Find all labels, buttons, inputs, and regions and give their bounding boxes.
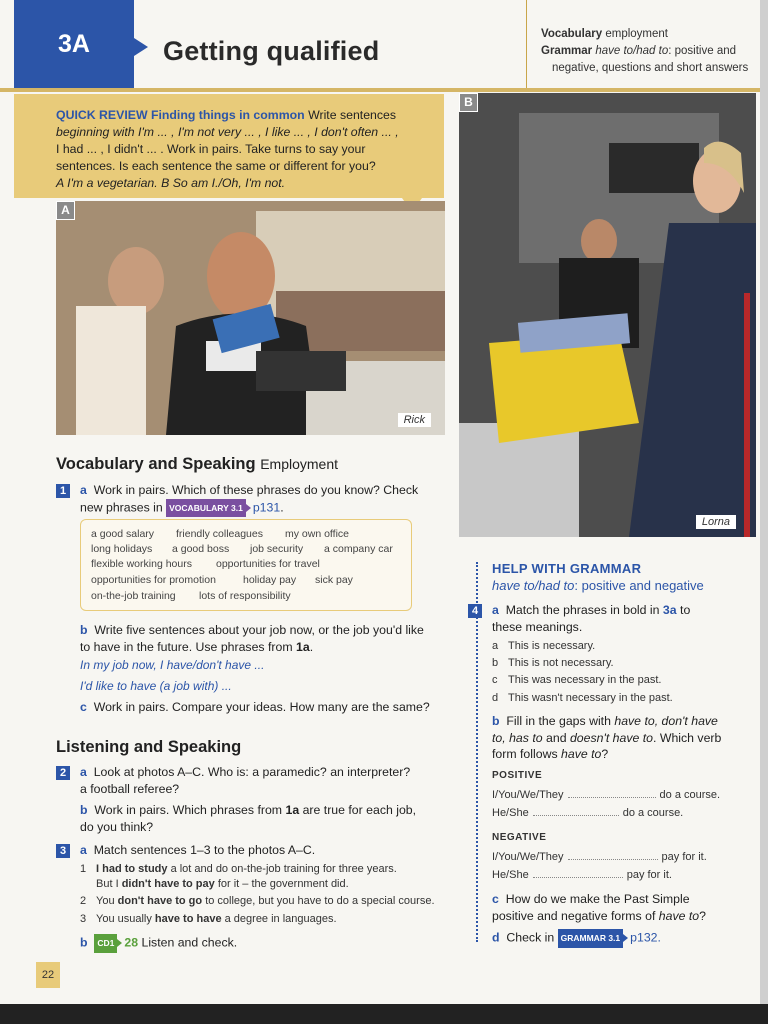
vocabulary-reference-badge[interactable]: VOCABULARY 3.1 [166, 499, 246, 518]
phrase: friendly colleagues [176, 528, 263, 540]
ex4a-text2: these meanings. [492, 619, 583, 634]
ex1b-text2: to have in the future. Use phrases from [80, 639, 293, 654]
sentence-text: a degree in languages. [224, 913, 337, 925]
grammar-sub-italic: have to/had to [492, 578, 575, 593]
phrase: on-the-job training [91, 590, 176, 602]
exercise-1-number: 1 [56, 484, 70, 498]
quick-review-text [56, 107, 436, 192]
sentence-bold: didn't have to pay [121, 878, 215, 890]
sentence-text: for it – the government did. [217, 878, 349, 890]
ex4c-italic: have to [658, 908, 700, 923]
exercise-4b [492, 713, 737, 763]
exercise-4-number: 4 [468, 604, 482, 618]
listening-section-heading: Listening and Speaking [56, 738, 242, 756]
phrase: job security [250, 543, 304, 555]
sentence-text: You usually [96, 913, 152, 925]
ex4b-letter: b [492, 714, 500, 728]
phrase: my own office [285, 528, 349, 540]
gap-line[interactable] [568, 797, 656, 798]
meaning-letter: d [492, 692, 499, 704]
gap-line[interactable] [533, 877, 623, 878]
vocab-heading: Vocabulary and Speaking [56, 455, 256, 473]
header-rule [0, 88, 760, 92]
exercise-4a [492, 602, 732, 635]
gap-line[interactable] [533, 815, 619, 816]
meaning-item [492, 657, 614, 669]
ex1b-text: Write five sentences about your job now, or the job you'd like [94, 623, 424, 637]
ex1a-page-ref[interactable]: p131 [252, 500, 281, 514]
ex1c-letter: c [80, 700, 87, 714]
exercise-3a [80, 842, 450, 859]
phrase: opportunities for travel [216, 558, 320, 570]
phrase: sick pay [315, 574, 353, 586]
phrase: flexible working hours [91, 558, 192, 570]
negative-label: NEGATIVE [492, 832, 547, 843]
vocab-subheading: Employment [260, 456, 338, 472]
positive-row-2 [492, 807, 683, 819]
unit-tab [14, 0, 134, 88]
grammar-reference-badge[interactable]: GRAMMAR 3.1 [558, 929, 624, 948]
sentence-number: 1 [80, 863, 87, 875]
page-edge [760, 0, 768, 1004]
ex4d-text: Check in [506, 930, 555, 945]
sentence-text: You [96, 895, 115, 907]
grammar-dotted-rule [476, 562, 478, 942]
exercise-2b [80, 802, 450, 835]
ex4b-italic: doesn't have to [569, 730, 653, 745]
photo-a-label: A [56, 201, 75, 220]
exercise-3-number: 3 [56, 844, 70, 858]
page-number: 22 [36, 962, 60, 988]
exercise-4d [492, 929, 737, 948]
sentence-1 [80, 862, 450, 892]
ex4b-text: and [546, 730, 567, 745]
ex2b-text: Work in pairs. Which phrases from [94, 803, 283, 817]
grammar-value-rest: : positive and [668, 45, 737, 57]
exercise-2a [80, 764, 450, 797]
negative-row-2 [492, 869, 672, 881]
exercise-1c [80, 699, 450, 716]
ex4a-text-end: to [680, 603, 691, 617]
meaning-text: This was necessary in the past. [508, 674, 662, 686]
phrase: a good salary [91, 528, 155, 540]
ex4b-text: . Which verb [653, 730, 722, 745]
grammar-label: Grammar [541, 45, 593, 57]
photo-b-label: B [459, 93, 478, 112]
meaning-item [492, 674, 661, 686]
ex4c-letter: c [492, 892, 499, 906]
badge-arrow-icon [246, 504, 251, 512]
ex4b-italic: have to [561, 747, 602, 761]
ex4d-letter: d [492, 930, 500, 945]
quick-review-heading: QUICK REVIEW Finding things in common [56, 108, 305, 122]
unit-arrow-icon [134, 38, 148, 56]
sentence-bold: I had to study [96, 863, 168, 875]
meaning-text: This wasn't necessary in the past. [508, 692, 673, 704]
positive-label: POSITIVE [492, 770, 543, 781]
qr-line3: I had ... , I didn't ... . Work in pairs. Take turns to say your [56, 142, 366, 156]
vocab-section-heading [56, 455, 338, 474]
ex1a-text2: new phrases in [80, 500, 163, 514]
meaning-item [492, 692, 673, 704]
header-divider [526, 0, 527, 88]
row-end: pay for it. [661, 851, 707, 863]
row-end: do a course. [659, 789, 721, 801]
phrase: lots of responsibility [199, 590, 291, 602]
ex4a-letter: a [492, 603, 499, 617]
ex4c-text: How do we make the Past Simple [505, 892, 690, 906]
qr-line1: Write sentences [308, 108, 397, 122]
cd-badge[interactable]: CD1 [94, 934, 117, 953]
qr-line5: A I'm a vegetarian. B So am I./Oh, I'm not. [56, 176, 286, 190]
ex2b-ref: 1a [285, 803, 300, 817]
ex3a-text: Match sentences 1–3 to the photos A–C. [93, 843, 316, 857]
page-title: Getting qualified [163, 36, 380, 66]
ex4b-text: form follows [492, 747, 558, 761]
ex1b-example1: In my job now, I have/don't have ... [80, 658, 265, 672]
row-subject: He/She [492, 807, 529, 819]
ex4d-page-ref[interactable]: p132. [630, 930, 661, 945]
unit-number: 3A [58, 29, 90, 58]
photo-b-caption: Lorna [696, 515, 736, 529]
row-subject: I/You/We/They [492, 851, 564, 863]
ex4c-text2: positive and negative forms of [492, 908, 656, 923]
badge-arrow-icon [623, 934, 628, 942]
vocab-label: Vocabulary [541, 28, 603, 40]
ex3b-text: Listen and check. [141, 935, 238, 950]
cd-arrow-icon [117, 939, 122, 947]
qr-line2: beginning with I'm ... , I'm not very ... , I like ... , I don't often ... , [56, 125, 399, 139]
ex1b-ref: 1a [296, 639, 310, 654]
grammar-line2: negative, questions and short answers [552, 62, 749, 74]
row-end: pay for it. [626, 869, 672, 881]
row-subject: He/She [492, 869, 529, 881]
grammar-heading: HELP WITH GRAMMAR [492, 561, 642, 576]
photo-interpreter [56, 201, 445, 435]
ex1c-text: Work in pairs. Compare your ideas. How many are the same? [93, 700, 430, 714]
ex4b-text: ? [601, 747, 609, 761]
phrase: long holidays [91, 543, 153, 555]
meaning-letter: c [492, 674, 498, 686]
photo-a-caption: Rick [398, 413, 431, 427]
qr-line4: sentences. Is each sentence the same or different for you? [56, 159, 376, 173]
sentence-text: a lot and do on-the-job training for three years. [170, 863, 397, 875]
photo-a-illustration [56, 201, 445, 435]
grammar-subheading [492, 578, 704, 595]
exercise-1b: b Write five sentences about your job now, or the job you'd like to have in the future. Use phrases from 1a. [80, 623, 424, 654]
ex2b-text2: do you think? [80, 819, 154, 834]
ex3b-letter: b [80, 935, 88, 950]
phrase: a company car [324, 543, 393, 555]
exercise-4c [492, 891, 737, 924]
meaning-letter: a [492, 640, 499, 652]
sentence-number: 3 [80, 913, 87, 925]
ex2b-text-end: are true for each job, [302, 803, 417, 817]
unit-overview [541, 26, 748, 77]
ex4b-italic: have to, don't have [614, 714, 718, 728]
sentence-bold: have to have [154, 913, 222, 925]
cd-track: 28 [124, 935, 139, 950]
meaning-text: This is necessary. [508, 640, 596, 652]
vocab-value: employment [605, 28, 668, 40]
sentence-bold: don't have to go [117, 895, 203, 907]
negative-row-1 [492, 851, 707, 863]
photo-paramedic [459, 93, 756, 537]
ex2b-letter: b [80, 803, 88, 817]
ex2a-text: Look at photos A–C. Who is: a paramedic? an interpreter? [93, 765, 411, 779]
ex4a-text: Match the phrases in bold in [505, 603, 660, 617]
ex4a-ref: 3a [662, 603, 677, 617]
ex1a-letter: a [80, 483, 87, 497]
meaning-item [492, 640, 595, 652]
positive-row-1 [492, 789, 720, 801]
ex4b-italic: to, has to [492, 730, 543, 745]
sentence-text: to college, but you have to do a special course. [205, 895, 435, 907]
ex2a-letter: a [80, 765, 87, 779]
scan-bottom-edge [0, 1004, 768, 1024]
ex1a-text: Work in pairs. Which of these phrases do you know? Check [93, 483, 419, 497]
phrase: opportunities for promotion [91, 574, 216, 586]
ex4b-text: Fill in the gaps with [506, 714, 611, 728]
meaning-letter: b [492, 657, 499, 669]
ex3a-letter: a [80, 843, 87, 857]
gap-line[interactable] [568, 859, 658, 860]
sentence-number: 2 [80, 895, 87, 907]
exercise-3b [80, 934, 450, 953]
sentence-text: But I [96, 878, 119, 890]
sentence-2 [80, 894, 450, 909]
ex2a-text2: a football referee? [80, 781, 180, 796]
phrase: a good boss [172, 543, 230, 555]
sentence-3 [80, 912, 450, 927]
grammar-sub-rest: : positive and negative [574, 578, 704, 593]
meaning-text: This is not necessary. [508, 657, 614, 669]
grammar-value: have to/had to [595, 45, 669, 57]
ex4c-end: ? [699, 908, 706, 923]
exercise-1a: a Work in pairs. Which of these phrases do you know? Check new phrases in VOCABULARY 3.1 p131. [80, 482, 440, 517]
ex1b-letter: b [80, 623, 88, 637]
phrase: holiday pay [243, 574, 297, 586]
photo-b-illustration [459, 93, 756, 537]
ex1b-example2: I'd like to have (a job with) ... [80, 679, 232, 693]
exercise-2-number: 2 [56, 766, 70, 780]
row-subject: I/You/We/They [492, 789, 564, 801]
row-end: do a course. [622, 807, 684, 819]
